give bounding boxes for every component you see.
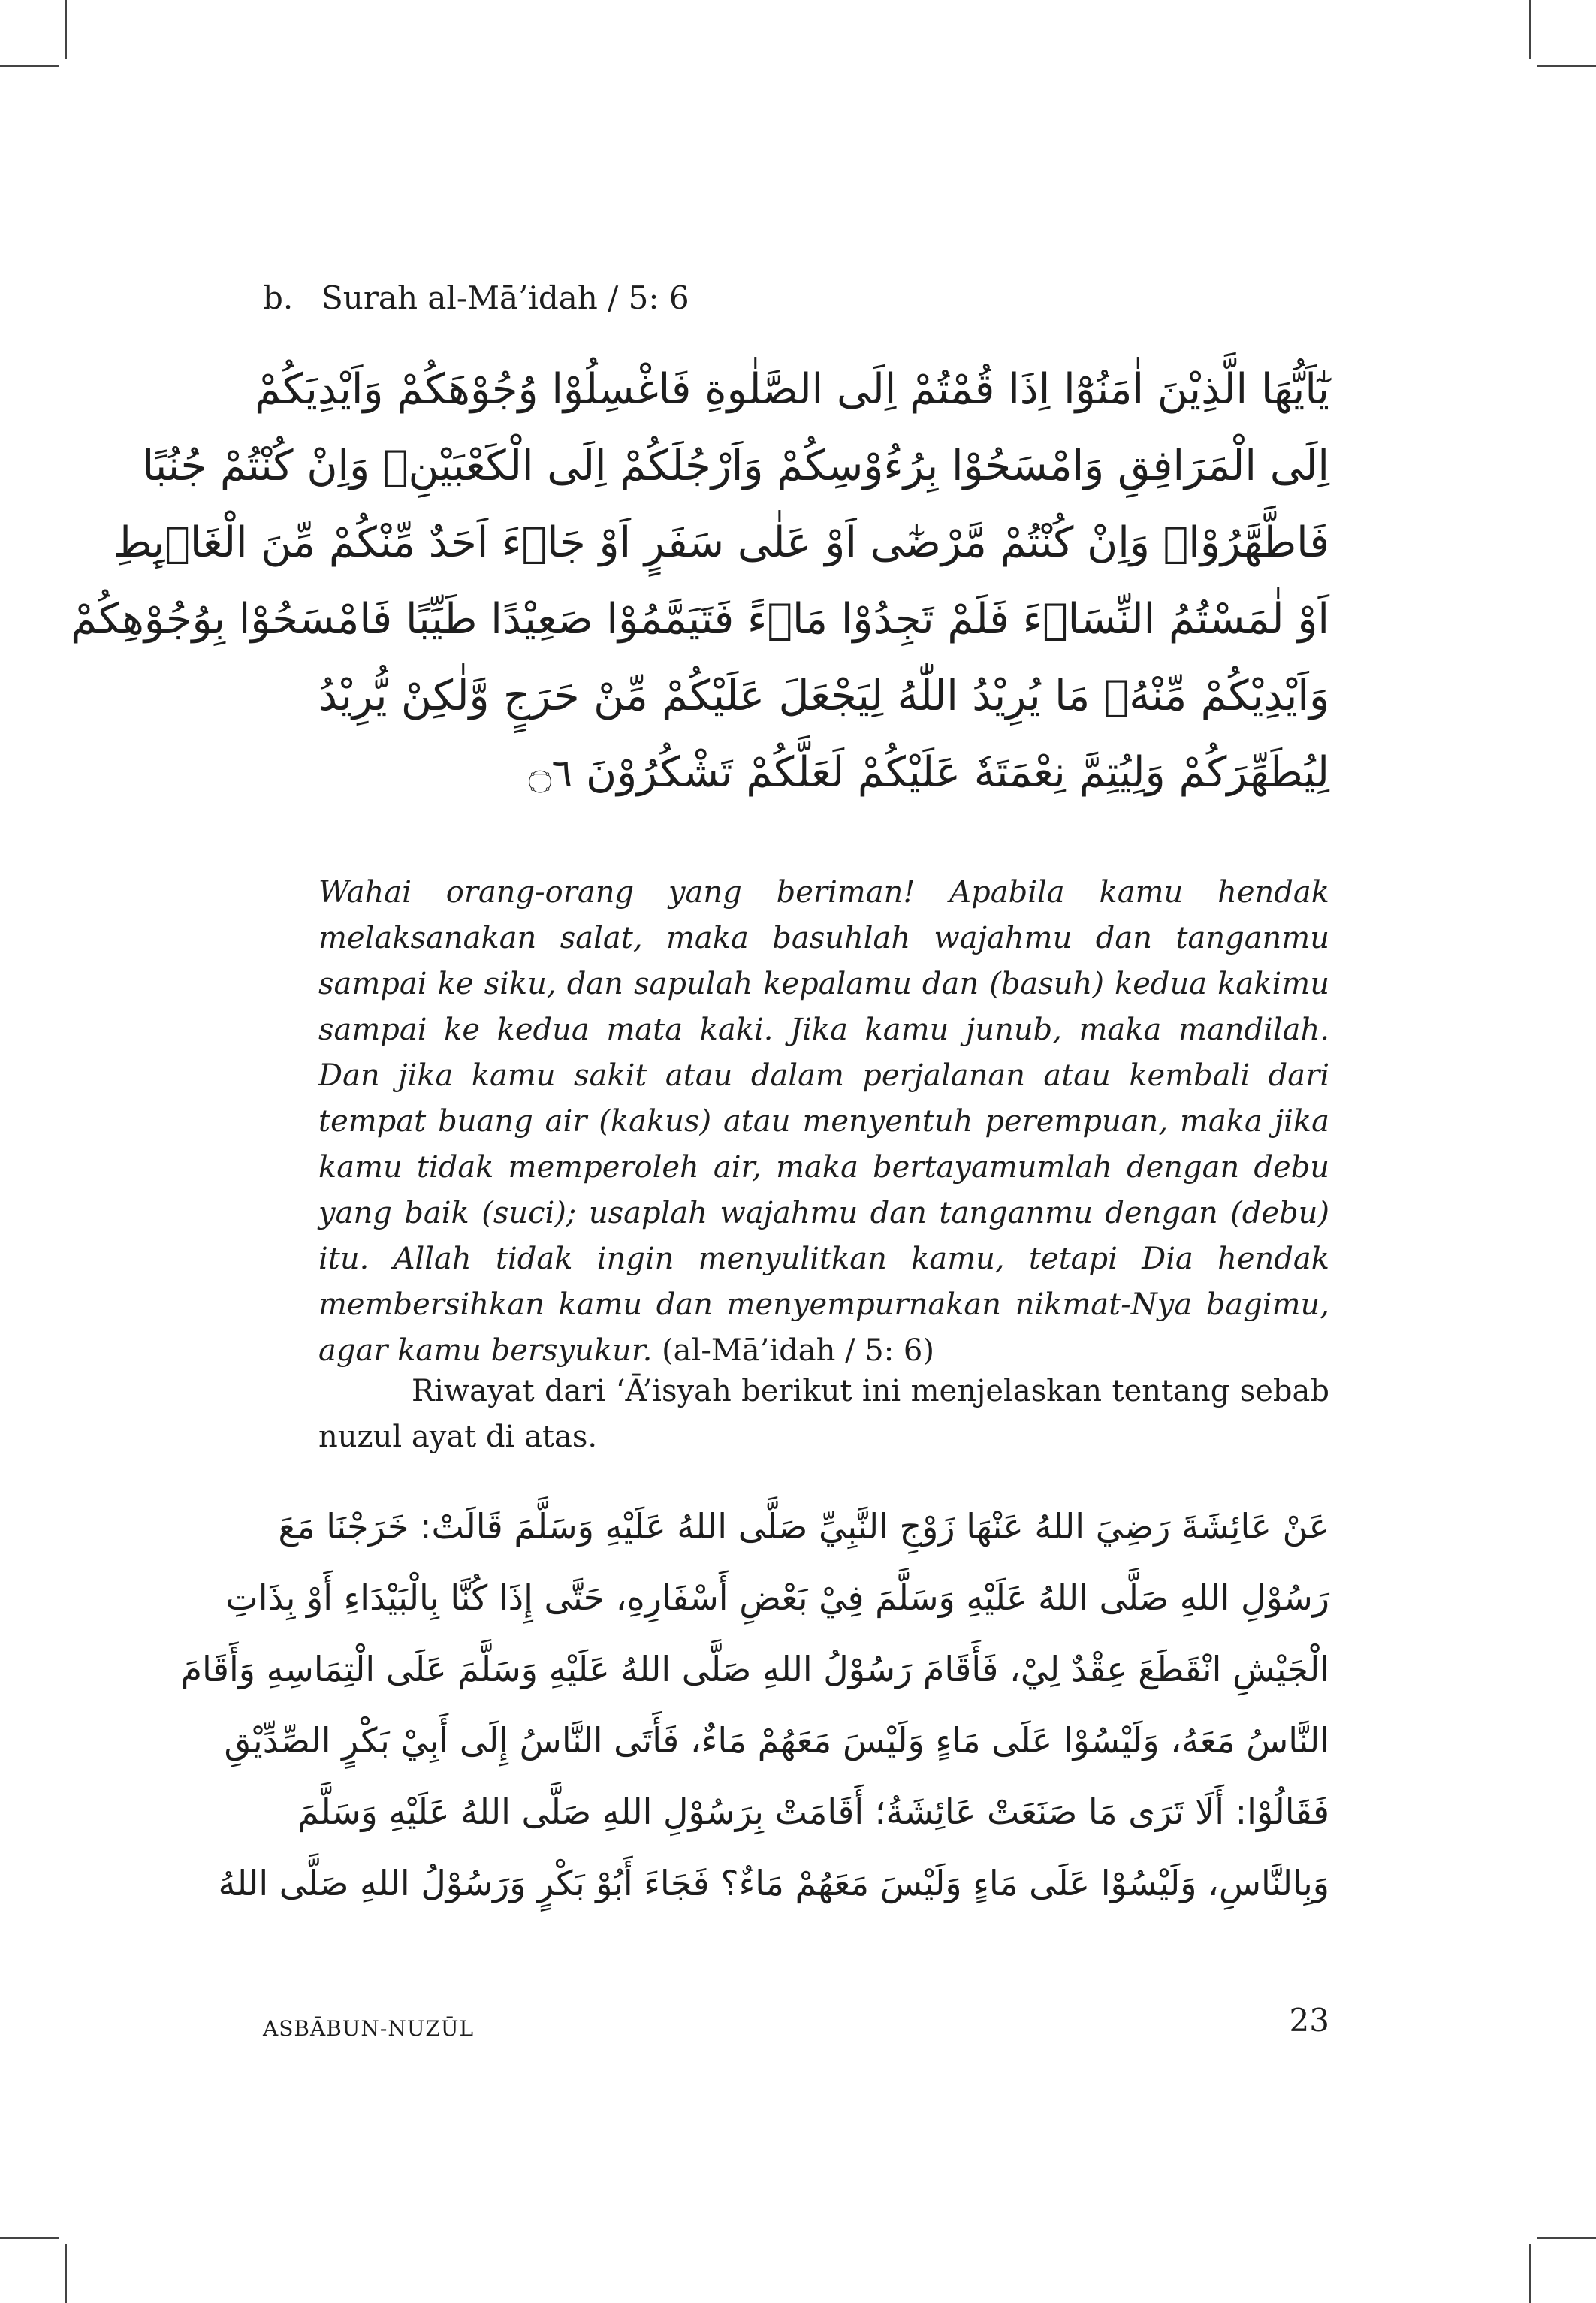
crop-mark-bottom-right-h — [1537, 2237, 1596, 2239]
hadith-line: النَّاسُ مَعَهُ، وَلَيْسُوْا عَلَى مَاءٍ وَلَيْسَ مَعَهُمْ مَاءٌ، فَأَتَى النَّاسُ إِلَى أَبِيْ بَكْرٍ الصِّدِّيْقِ — [224, 1720, 1329, 1761]
crop-mark-bottom-left-h — [0, 2237, 59, 2239]
crop-mark-top-right-h — [1537, 65, 1596, 67]
quran-line: اِلَى الْمَرَافِقِ وَامْسَحُوْا بِرُءُوْسِكُمْ وَاَرْجُلَكُمْ اِلَى الْكَعْبَيْنِۗ وَاِنْ كُنْتُمْ جُنُبًا — [142, 442, 1329, 490]
section-letter: b. — [263, 279, 294, 316]
running-footer-title: ASBĀBUN-NUZŪL — [263, 2016, 475, 2041]
quran-line: اَوْ لٰمَسْتُمُ النِّسَاۤءَ فَلَمْ تَجِدُوْا مَاۤءً فَتَيَمَّمُوْا صَعِيْدًا طَيِّبًا فَامْسَحُوْا بِوُجُوْهِكُمْ — [71, 595, 1329, 644]
hadith-line: رَسُوْلِ اللهِ صَلَّى اللهُ عَلَيْهِ وَسَلَّمَ فِيْ بَعْضِ أَسْفَارِهِ، حَتَّى إِذَا كُنَّا بِالْبَيْدَاءِ أَوْ بِذَاتِ — [225, 1577, 1329, 1618]
ayah-number-marker: ۝٦ — [528, 751, 573, 796]
hadith-line: فَقَالُوْا: أَلَا تَرَى مَا صَنَعَتْ عَائِشَةُ؛ أَقَامَتْ بِرَسُوْلِ اللهِ صَلَّى اللهُ عَلَيْهِ وَسَلَّمَ — [297, 1791, 1329, 1832]
hadith-block — [180, 1491, 1329, 1919]
body-paragraph — [318, 1369, 1329, 1460]
surah-title: Surah al-Mā’idah / 5: 6 — [321, 279, 689, 316]
hadith-line: وَبِالنَّاسِ، وَلَيْسُوْا عَلَى مَاءٍ وَلَيْسَ مَعَهُمْ مَاءٌ؟ فَجَاءَ أَبُوْ بَكْرٍ وَرَسُوْلُ اللهِ صَلَّى اللهُ — [218, 1863, 1329, 1903]
crop-mark-top-left-h — [0, 65, 59, 67]
translation-reference: (al-Mā’idah / 5: 6) — [662, 1333, 934, 1368]
page-number: 23 — [1289, 2002, 1329, 2039]
crop-mark-bottom-right — [1529, 2244, 1531, 2303]
quran-line: وَاَيْدِيْكُمْ مِّنْهُۗ مَا يُرِيْدُ اللّٰهُ لِيَجْعَلَ عَلَيْكُمْ مِّنْ حَرَجٍ وَّلٰكِنْ يُّرِيْدُ — [318, 672, 1329, 720]
crop-mark-top-right — [1529, 0, 1531, 59]
crop-mark-bottom-left — [65, 2244, 67, 2303]
translation-text: Wahai orang-orang yang beriman! Apabila kamu hendak melaksanakan salat, maka basuhlah wajahmu dan tanganmu sampai ke siku, dan sapulah kepalamu dan (basuh) kedua kakimu sampai ke kedua mata kaki. Jika kamu junub, maka mandilah. Dan jika kamu sakit atau dalam perjalanan atau kembali dari tempat buang air (kakus) atau menyentuh perempuan, maka jika kamu tidak memperoleh air, maka bertayamumlah dengan debu yang baik (suci); usaplah wajahmu dan tanganmu dengan (debu) itu. Allah tidak ingin menyulitkan kamu, tetapi Dia hendak membersihkan kamu dan menyempurnakan nikmat-Nya bagimu, agar kamu bersyukur. — [318, 875, 1329, 1368]
quran-verse-block — [71, 352, 1329, 811]
quran-line-last — [318, 735, 1329, 811]
quran-line-text: لِيُطَهِّرَكُمْ وَلِيُتِمَّ نِعْمَتَهٗ عَلَيْكُمْ لَعَلَّكُمْ تَشْكُرُوْنَ — [585, 748, 1329, 797]
verse-translation — [318, 870, 1329, 1374]
section-heading — [263, 279, 689, 316]
paragraph-text: Riwayat dari ‘Ā’isyah berikut ini menjelaskan tentang sebab nuzul ayat di atas. — [318, 1374, 1329, 1454]
quran-line: فَاطَّهَّرُوْاۗ وَاِنْ كُنْتُمْ مَّرْضٰٓى اَوْ عَلٰى سَفَرٍ اَوْ جَاۤءَ اَحَدٌ مِّنْكُمْ مِّنَ الْغَاۤىِٕطِ — [113, 518, 1329, 567]
quran-line: يٰٓاَيُّهَا الَّذِيْنَ اٰمَنُوْٓا اِذَا قُمْتُمْ اِلَى الصَّلٰوةِ فَاغْسِلُوْا وُجُوْهَكُمْ وَاَيْدِيَكُمْ — [255, 365, 1329, 414]
hadith-line: الْجَيْشِ انْقَطَعَ عِقْدٌ لِيْ، فَأَقَامَ رَسُوْلُ اللهِ صَلَّى اللهُ عَلَيْهِ وَسَلَّمَ عَلَى الْتِمَاسِهِ وَأَقَامَ — [180, 1649, 1329, 1689]
crop-mark-top-left — [65, 0, 67, 59]
hadith-line: عَنْ عَائِشَةَ رَضِيَ اللهُ عَنْهَا زَوْجِ النَّبِيِّ صَلَّى اللهُ عَلَيْهِ وَسَلَّمَ قَالَتْ: خَرَجْنَا مَعَ — [278, 1506, 1329, 1547]
